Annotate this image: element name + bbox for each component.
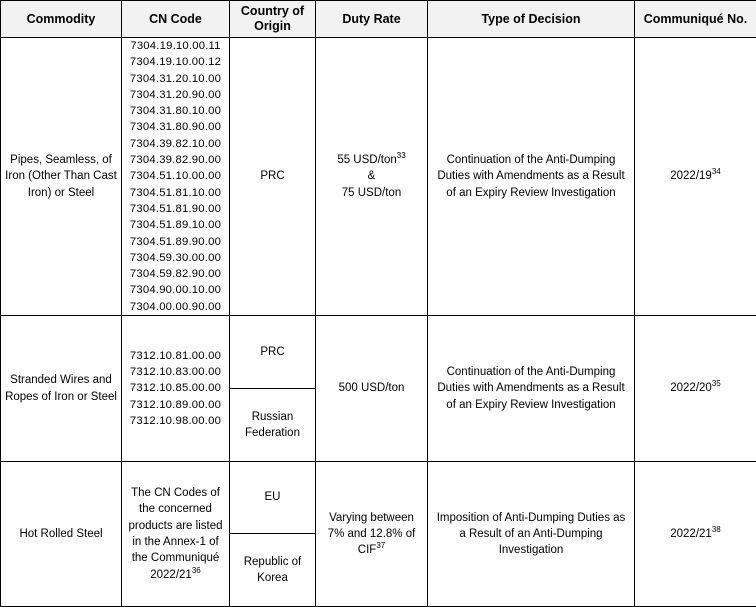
country-cell: PRC [230,316,316,389]
country-cell: Republic of Korea [230,534,316,607]
cn-code: 7312.10.98.00.00 [126,413,225,429]
cn-code: 7304.19.10.00.12 [126,54,225,70]
table-row [1,38,756,316]
communique-number: 2022/20 [670,382,712,394]
header-duty-rate: Duty Rate [316,1,428,38]
duty-rate-cell [316,462,428,607]
cn-code: 7304.31.20.10.00 [126,71,225,87]
country-cell: PRC [230,38,316,316]
duty-rate-text: Varying between 7% and 12.8% of CIF [328,512,416,557]
cn-code-list [122,38,230,316]
communique-cell [635,462,756,607]
footnote-ref: 36 [192,566,201,575]
cn-code-list [122,316,230,462]
communique-number: 2022/21 [670,528,712,540]
cn-code: 7304.59.30.00.00 [126,250,225,266]
communique-cell [635,316,756,462]
commodity-cell: Pipes, Seamless, of Iron (Other Than Cast Iron) or Steel [1,38,122,316]
commodity-cell: Stranded Wires and Ropes of Iron or Steel [1,316,122,462]
duty-rate-cell: 500 USD/ton [316,316,428,462]
cn-code: 7312.10.83.00.00 [126,364,225,380]
table-row [1,462,756,534]
cn-code: 7304.51.81.90.00 [126,201,225,217]
cn-code: 7304.51.89.90.00 [126,234,225,250]
footnote-ref: 33 [397,151,406,160]
header-type-of-decision: Type of Decision [428,1,635,38]
cn-code: 7304.51.10.00.00 [126,168,225,184]
communique-number: 2022/19 [670,170,712,182]
cn-code-note-text: The CN Codes of the concerned products are listed in the Annex-1 of the Communiqué 2022/21 [129,487,223,580]
country-cell: Russian Federation [230,389,316,462]
table-row [1,316,756,389]
footnote-ref: 38 [712,525,721,534]
decision-cell: Continuation of the Anti-Dumping Duties with Amendments as a Result of an Expiry Review Investigation [428,38,635,316]
footnote-ref: 37 [376,541,385,550]
cn-code: 7304.19.10.00.11 [126,38,225,54]
duty-rate-line: 75 USD/ton [320,185,423,201]
decision-cell: Continuation of the Anti-Dumping Duties with Amendments as a Result of an Expiry Review Investigation [428,316,635,462]
country-cell: EU [230,462,316,534]
cn-code: 7304.51.81.10.00 [126,185,225,201]
cn-code: 7304.31.80.90.00 [126,119,225,135]
decision-cell: Imposition of Anti-Dumping Duties as a Result of an Anti-Dumping Investigation [428,462,635,607]
header-row [1,1,756,38]
cn-code: 7304.90.00.10.00 [126,282,225,298]
cn-code: 7304.31.80.10.00 [126,103,225,119]
header-communique-no: Communiqué No. [635,1,756,38]
cn-code: 7304.51.89.10.00 [126,217,225,233]
header-country-of-origin: Country of Origin [230,1,316,38]
cn-code: 7304.59.82.90.00 [126,266,225,282]
cn-code: 7304.00.00.90.00 [126,299,225,315]
duty-rate-cell [316,38,428,316]
cn-code: 7312.10.89.00.00 [126,397,225,413]
commodity-cell: Hot Rolled Steel [1,462,122,607]
communique-cell [635,38,756,316]
cn-code: 7312.10.85.00.00 [126,380,225,396]
cn-code: 7304.39.82.10.00 [126,136,225,152]
footnote-ref: 34 [712,168,721,177]
duty-rate-line: 55 USD/ton [337,154,396,166]
duty-rate-line: & [320,168,423,184]
header-commodity: Commodity [1,1,122,38]
cn-code: 7304.31.20.90.00 [126,87,225,103]
cn-code: 7304.39.82.90.00 [126,152,225,168]
cn-code: 7312.10.81.00.00 [126,348,225,364]
header-cn-code: CN Code [122,1,230,38]
cn-code-note [122,462,230,607]
footnote-ref: 35 [712,380,721,389]
